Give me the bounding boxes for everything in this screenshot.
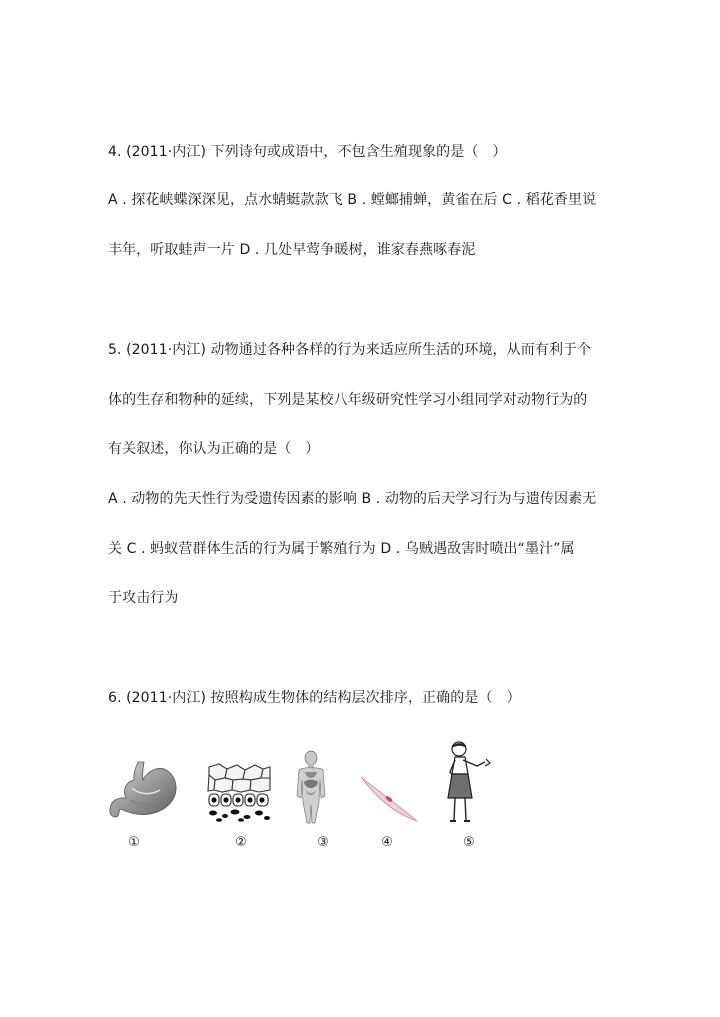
person-illustration bbox=[441, 740, 493, 826]
figure-label-1: ① bbox=[128, 835, 140, 850]
q4-options-line-1: A . 探花峡蝶深深见，点水蜻蜓款款飞 B . 螳螂捕蝉，黄雀在后 C . 稻花香里说 bbox=[108, 192, 597, 208]
q5-options-line-1: A . 动物的先天性行为受遗传因素的影响 B . 动物的后天学习行为与遗传因素无 bbox=[108, 491, 597, 507]
tissue-cells-illustration bbox=[207, 763, 271, 823]
muscle-cell-illustration bbox=[359, 773, 419, 825]
q5-stem-line-3: 有关叙述，你认为正确的是（ ） bbox=[108, 441, 320, 457]
q5-stem-line-2: 体的生存和物种的延续，下列是某校八年级研究性学习小组同学对动物行为的 bbox=[108, 392, 588, 408]
q5-options-line-2: 关 C . 蚂蚁营群体生活的行为属于繁殖行为 D . 乌贼遇敌害时喷出“墨汁”属 bbox=[108, 541, 575, 557]
stomach-illustration bbox=[108, 760, 180, 822]
q5-stem-line-1: 5. (2011·内江) 动物通过各种各样的行为来适应所生活的环境，从而有利于个 bbox=[108, 342, 592, 358]
q5-options-line-3: 于攻击行为 bbox=[108, 590, 179, 606]
figure-label-4: ④ bbox=[381, 835, 393, 850]
q4-options-line-2: 丰年，听取蛙声一片 D . 几处早莺争暖树，谁家春燕啄春泥 bbox=[108, 242, 476, 258]
figure-label-2: ② bbox=[235, 835, 247, 850]
q6-stem: 6. (2011·内江) 按照构成生物体的结构层次排序，正确的是（ ） bbox=[108, 690, 521, 706]
figure-label-5: ⑤ bbox=[463, 835, 475, 850]
q4-stem: 4. (2011·内江) 下列诗句或成语中，不包含生殖现象的是（ ） bbox=[108, 144, 507, 160]
figure-label-3: ③ bbox=[317, 835, 329, 850]
human-body-systems-illustration bbox=[293, 750, 329, 824]
